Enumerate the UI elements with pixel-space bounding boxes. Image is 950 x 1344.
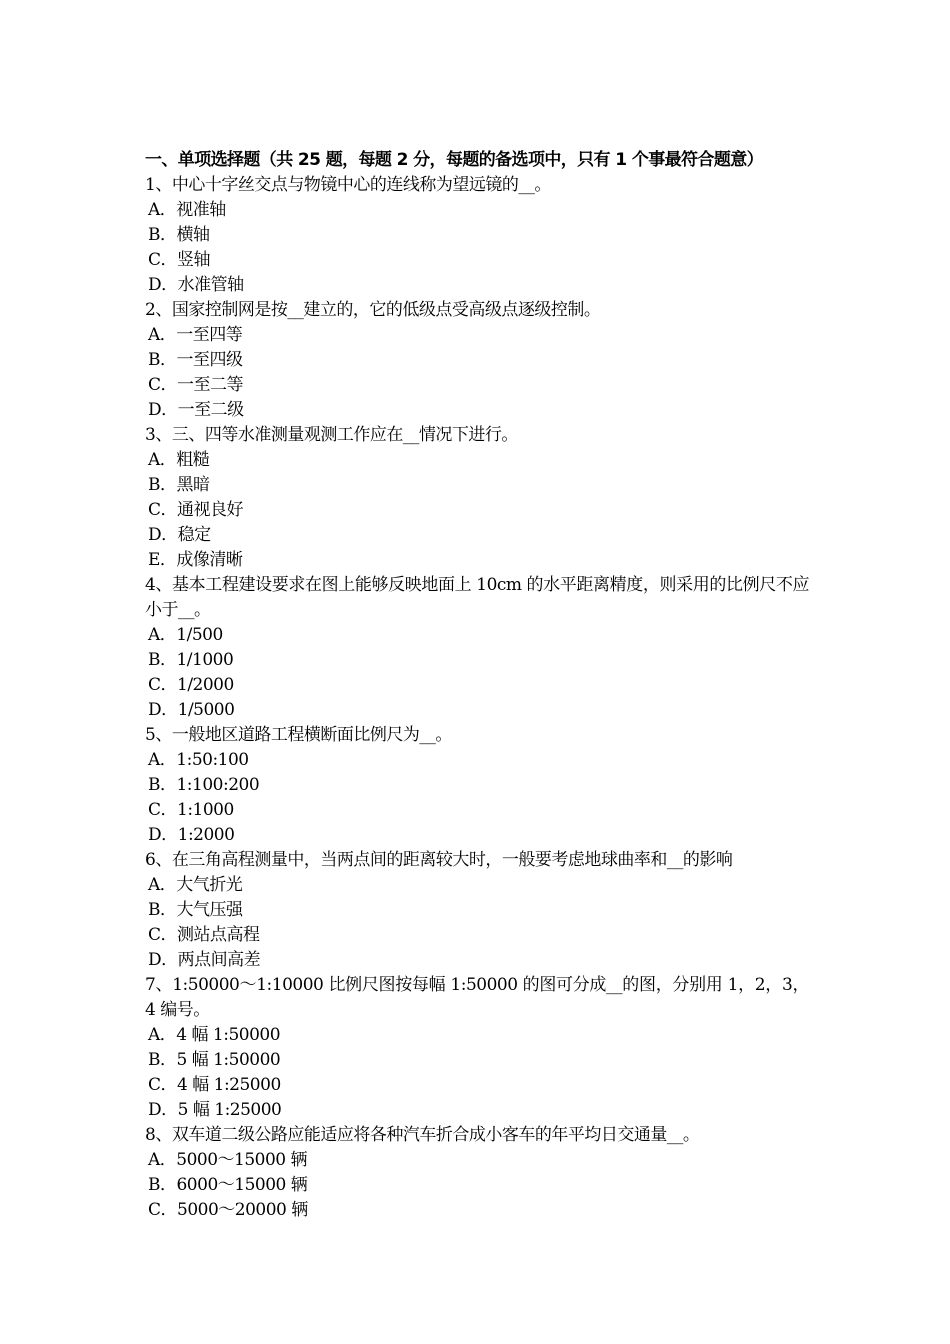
option-b: B．横轴 [148, 225, 210, 245]
question-4 [145, 573, 809, 723]
option-a: A．5000～15000 辆 [148, 1150, 308, 1170]
question-stem: 8、双车道二级公路应能适应将各种汽车折合成小客车的年平均日交通量__。 [145, 1125, 700, 1145]
option-d: D．稳定 [148, 525, 211, 545]
option-a: A．一至四等 [148, 325, 243, 345]
question-6 [145, 848, 809, 973]
option-b: B．6000～15000 辆 [148, 1175, 308, 1195]
option-b: B．大气压强 [148, 900, 243, 920]
option-b: B．黑暗 [148, 475, 210, 495]
option-d: D．水准管轴 [148, 275, 244, 295]
question-stem: 5、一般地区道路工程横断面比例尺为__。 [145, 725, 452, 745]
option-b: B．1/1000 [148, 650, 234, 670]
option-b: B．1:100:200 [148, 775, 260, 795]
document-body [145, 148, 809, 1223]
option-d: D．一至二级 [148, 400, 244, 420]
question-2 [145, 298, 809, 423]
option-d: D．1:2000 [148, 825, 235, 845]
option-a: A．粗糙 [148, 450, 210, 470]
question-stem: 3、三、四等水准测量观测工作应在__情况下进行。 [145, 425, 518, 445]
option-b: B．5 幅 1:50000 [148, 1050, 281, 1070]
option-b: B．一至四级 [148, 350, 243, 370]
question-stem: 2、国家控制网是按__建立的，它的低级点受高级点逐级控制。 [145, 300, 601, 320]
option-d: D．两点间高差 [148, 950, 261, 970]
option-a: A．1/500 [148, 625, 223, 645]
option-a: A．大气折光 [148, 875, 243, 895]
question-7 [145, 973, 809, 1123]
option-a: A．1:50:100 [148, 750, 249, 770]
question-1 [145, 173, 809, 298]
question-stem: 1、中心十字丝交点与物镜中心的连线称为望远镜的__。 [145, 175, 551, 195]
option-c: C．1/2000 [148, 675, 234, 695]
option-c: C．通视良好 [148, 500, 244, 520]
option-c: C．4 幅 1:25000 [148, 1075, 281, 1095]
question-stem: 6、在三角高程测量中，当两点间的距离较大时，一般要考虑地球曲率和__的影响 [145, 850, 733, 870]
option-a: A．视准轴 [148, 200, 226, 220]
option-c: C．一至二等 [148, 375, 244, 395]
option-c: C．5000～20000 辆 [148, 1200, 308, 1220]
option-d: D．5 幅 1:25000 [148, 1100, 282, 1120]
section-title: 一、单项选择题（共 25 题，每题 2 分，每题的备选项中，只有 1 个事最符合题意） [145, 150, 764, 170]
question-stem: 7、1:50000～1:10000 比例尺图按每幅 1:50000 的图可分成__的图，分别用 1，2，3，4 编号。 [145, 975, 809, 1020]
option-c: C．测站点高程 [148, 925, 260, 945]
question-5 [145, 723, 809, 848]
option-e: E．成像清晰 [148, 550, 243, 570]
option-c: C．竖轴 [148, 250, 211, 270]
question-stem: 4、基本工程建设要求在图上能够反映地面上 10cm 的水平距离精度，则采用的比例尺不应小于__。 [145, 575, 809, 620]
option-d: D．1/5000 [148, 700, 235, 720]
option-a: A．4 幅 1:50000 [148, 1025, 281, 1045]
question-8 [145, 1123, 809, 1223]
question-3 [145, 423, 809, 573]
option-c: C．1:1000 [148, 800, 234, 820]
